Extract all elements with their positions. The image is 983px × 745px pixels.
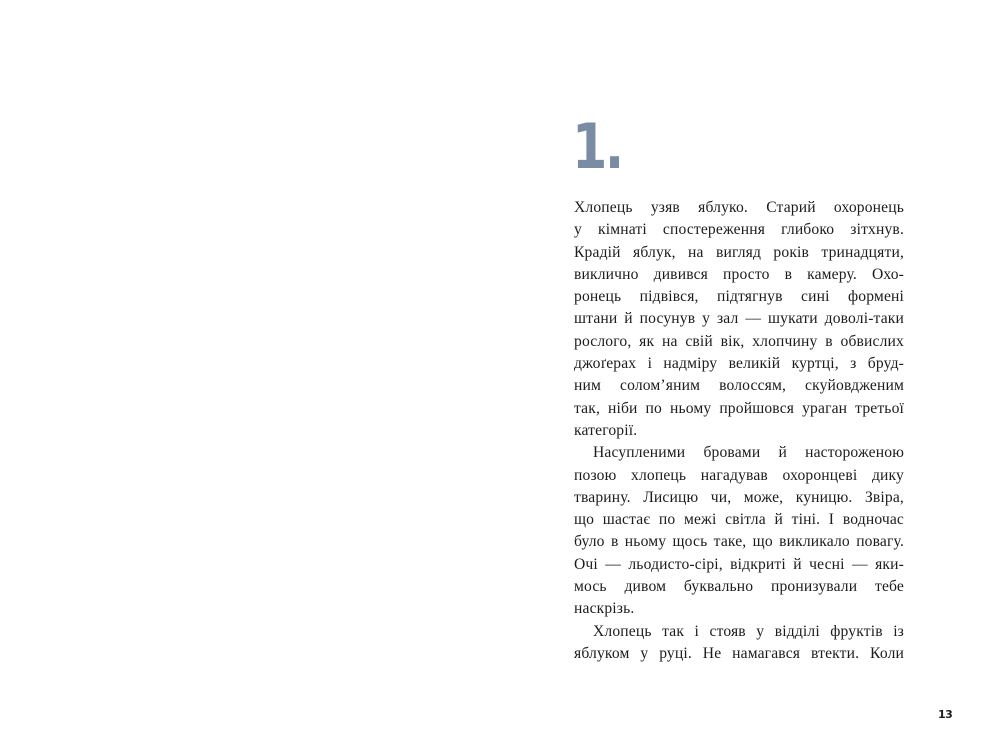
- text-line: мось дивом буквально пронизували тебе: [574, 578, 904, 596]
- text-line: Хлопець так і стояв у відділі фруктів із: [593, 622, 904, 640]
- right-page: [491, 0, 983, 745]
- text-line: ронець підвівся, підтягнув сині формені: [574, 288, 904, 306]
- text-line: було в ньому щось таке, що викликало повагу.: [574, 533, 904, 551]
- text-line: наскрізь.: [574, 600, 635, 618]
- text-line: штани й посунув у зал — шукати доволі-таки: [574, 310, 904, 328]
- text-line: Крадій яблук, на вигляд років тринадцяти,: [574, 243, 904, 261]
- page-number: 13: [938, 708, 953, 721]
- text-line: рослого, як на свій вік, хлопчину в обвислих: [574, 332, 904, 350]
- text-line: у кімнаті спостереження глибоко зітхнув.: [574, 221, 904, 239]
- chapter-body-text: [574, 197, 904, 665]
- text-line: позою хлопець нагадував охоронцеві дику: [574, 466, 904, 484]
- text-line: що шастає по межі світла й тіні. І водночас: [574, 511, 904, 529]
- text-line: ним солом’яним волоссям, скуйовдженим: [574, 377, 904, 395]
- text-line: Насупленими бровами й настороженою: [593, 444, 904, 462]
- left-page-blank: [0, 0, 491, 745]
- chapter-number: 1.: [572, 110, 622, 183]
- text-line: так, ніби по ньому пройшовся ураган третьої: [574, 399, 904, 417]
- text-line: тварину. Лисицю чи, може, куницю. Звіра,: [574, 488, 904, 506]
- text-line: яблуком у руці. Не намагався втекти. Коли: [574, 644, 904, 662]
- text-line: Очі — льодисто-сірі, відкриті й чесні — яки-: [574, 555, 904, 573]
- text-line: Хлопець узяв яблуко. Старий охоронець: [574, 199, 904, 216]
- text-line: виклично дивився просто в камеру. Охо-: [574, 265, 904, 283]
- text-line: категорії.: [574, 421, 638, 439]
- text-line: джоґерах і надміру великій куртці, з бруд-: [574, 355, 904, 373]
